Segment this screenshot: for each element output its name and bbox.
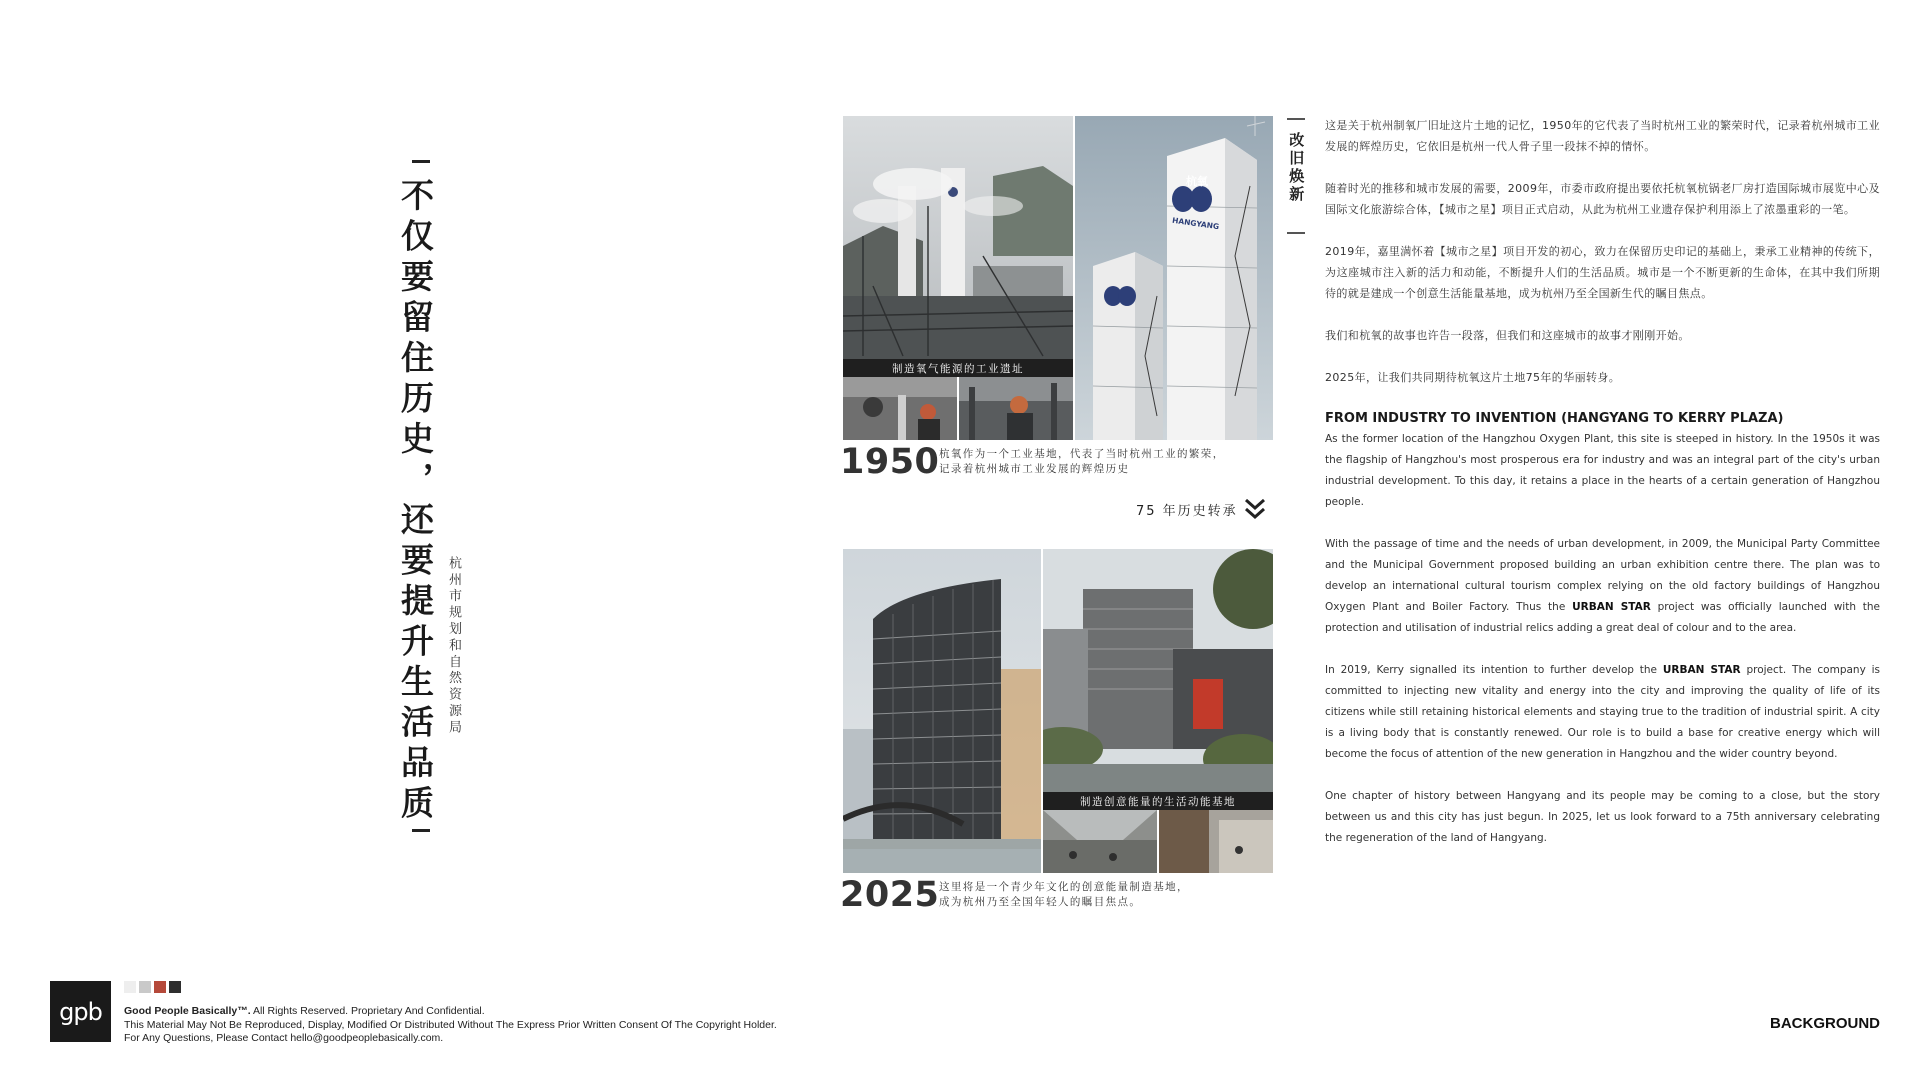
- section-label: BACKGROUND: [1770, 1015, 1880, 1032]
- caption-bar-1950: 制造氧气能源的工业遗址: [843, 359, 1073, 377]
- cn-paragraph: 2019年，嘉里满怀着【城市之星】项目开发的初心，致力在保留历史印记的基础上，秉承工业精神的传统下，为这座城市注入新的活力和动能，不断提升人们的生活品质。城市是一个不断更新的生命体，在其中我们所期待的就是建成一个创意生活能量基地，成为杭州乃至全国新生代的瞩目焦点。: [1325, 245, 1880, 300]
- year-2025: 2025: [840, 875, 940, 915]
- en-text: project was officially launched with the protection and utilisation of industrial relics adding a great deal of colour and to the area.: [1325, 601, 1880, 634]
- photo-industrial-plant: [843, 116, 1073, 359]
- year-1950: 1950: [840, 442, 940, 482]
- en-text: project. The company is committed to injecting new vitality and energy into the city and improving the quality of life of its citizens while still retaining historical elements and staying true to the tradition of industrial spirit. A city is a living body that is constantly renewed. Our role is to build a base for creative energy which will become the focus of attention of the new generation in Hangzhou and the wider country beyond.: [1325, 664, 1880, 760]
- en-paragraph: One chapter of history between Hangyang and its people may be coming to a close, but the story between us and this city has just begun. In 2025, let us look forward to a 75th anniversary celebrating the regeneration of the land of Hangyang.: [1325, 790, 1880, 844]
- rights-text: All Rights Reserved. Proprietary And Confidential.: [250, 1005, 485, 1017]
- year-1950-desc-line1: 杭氧作为一个工业基地，代表了当时杭州工业的繁荣，: [939, 448, 1225, 460]
- cn-paragraph: 我们和杭氧的故事也许告一段落，但我们和这座城市的故事才刚刚开始。: [1325, 329, 1690, 342]
- title-bottom-dash: [412, 829, 430, 832]
- vertical-subtitle: 杭州市规划和自然资源局: [446, 556, 461, 737]
- en-paragraph: [1325, 660, 1880, 765]
- urban-star-emphasis: URBAN STAR: [1572, 601, 1651, 613]
- legal-line-1: [124, 1005, 777, 1019]
- color-swatch: [124, 981, 136, 993]
- color-swatch: [139, 981, 151, 993]
- text-column: [1325, 115, 1880, 870]
- photo-workers-1: [843, 377, 957, 440]
- vertical-title: 不仅要留住历史，还要提升生活品质: [396, 178, 435, 826]
- tower-logo: 杭氧: [1186, 175, 1208, 188]
- legal-line-3: For Any Questions, Please Contact hello@goodpeoplebasically.com.: [124, 1032, 444, 1044]
- en-text: With the passage of time and the needs of urban development, in 2009, the Municipal Party Committee and the Municipal Government proposed building an urban exhibition centre there. The plan was to develop an international cultural tourism complex relying on the old factory buildings of Hangzhou Oxygen Plant and Boiler Factory. Thus the: [1325, 538, 1880, 613]
- photo-street-1: [1043, 810, 1157, 873]
- year-2025-desc-line1: 这里将是一个青少年文化的创意能量制造基地，: [939, 881, 1189, 893]
- double-chevron-down-icon: [1244, 497, 1266, 521]
- caption-bar-2025: 制造创意能量的生活动能基地: [1043, 792, 1273, 810]
- en-text: In 2019, Kerry signalled its intention to further develop the: [1325, 664, 1663, 676]
- mid-label-bottom-dash: [1287, 232, 1305, 234]
- english-heading: FROM INDUSTRY TO INVENTION (HANGYANG TO KERRY PLAZA): [1325, 411, 1784, 426]
- urban-star-emphasis: URBAN STAR: [1662, 664, 1741, 676]
- title-top-dash: [412, 160, 430, 163]
- mid-vertical-label: 改旧焕新: [1287, 132, 1306, 204]
- year-1950-desc-line2: 记录着杭州城市工业发展的辉煌历史: [939, 463, 1130, 475]
- brand-name: Good People Basically™.: [124, 1005, 251, 1017]
- en-paragraph: [1325, 534, 1880, 639]
- cn-paragraph: 随着时光的推移和城市发展的需要，2009年，市委市政府提出要依托杭氧杭锅老厂房打造国际城市展览中心及国际文化旅游综合体，【城市之星】项目正式启动，从此为杭州工业遗存保护利用添上了浓墨重彩的一笔。: [1325, 182, 1880, 216]
- photo-street-2: [1159, 810, 1273, 873]
- photo-office-tower: [843, 549, 1041, 873]
- year-2025-desc-line2: 成为杭州乃至全国年轻人的瞩目焦点。: [939, 896, 1142, 908]
- gpb-logo: gpb: [50, 981, 111, 1042]
- cn-paragraph: 2025年，让我们共同期待杭氧这片土地75年的华丽转身。: [1325, 371, 1621, 384]
- photo-workers-2: [959, 377, 1073, 440]
- history-transition-label: 75 年历史转承: [1136, 504, 1238, 519]
- year-2025-desc: [939, 880, 1189, 910]
- photo-plaza: [1043, 549, 1273, 792]
- legal-notice: [124, 1005, 777, 1046]
- legal-line-2: This Material May Not Be Reproduced, Display, Modified Or Distributed Without The Express Prior Written Consent Of The Copyright Holder.: [124, 1018, 777, 1031]
- tower-text: HANGYANG: [1171, 215, 1220, 232]
- cn-paragraph: 这是关于杭州制氧厂旧址这片土地的记忆，1950年的它代表了当时杭州工业的繁荣时代，记录着杭州城市工业发展的辉煌历史，它依旧是杭州一代人骨子里一段抹不掉的情怀。: [1325, 119, 1880, 153]
- color-swatch: [154, 981, 166, 993]
- mid-label-top-dash: [1287, 118, 1305, 120]
- year-1950-desc: [939, 447, 1225, 477]
- color-swatch: [169, 981, 181, 993]
- en-paragraph: As the former location of the Hangzhou Oxygen Plant, this site is steeped in history. In the 1950s it was the flagship of Hangzhou's most prosperous era for industry and was an integral part of the city's urban industrial development. To this day, it retains a place in the hearts of a certain generation of Hangzhou people.: [1325, 433, 1880, 508]
- photo-oxygen-towers: [1075, 116, 1273, 440]
